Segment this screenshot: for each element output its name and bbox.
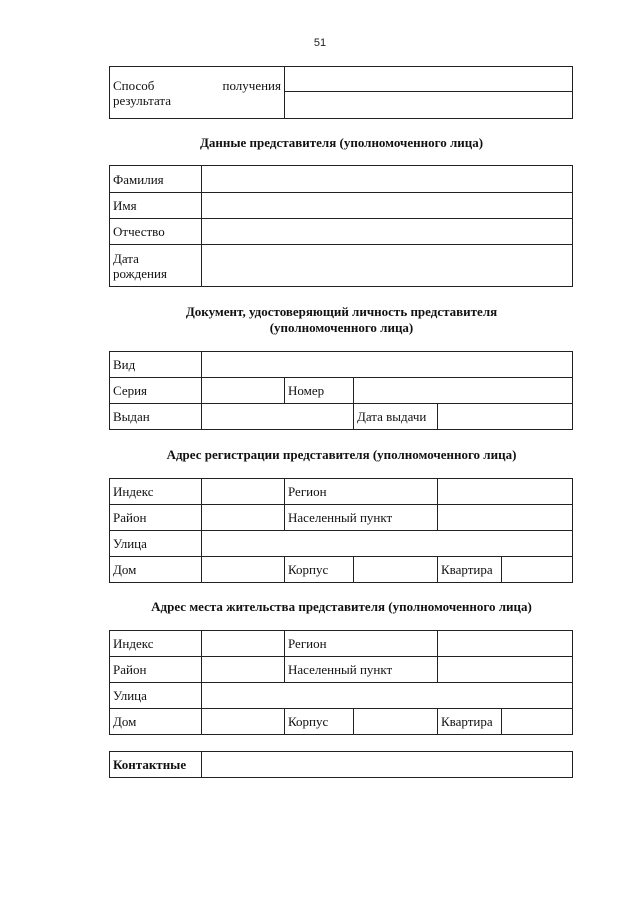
doc-series-label: Серия: [110, 378, 202, 404]
res-locality-field[interactable]: [438, 657, 573, 683]
doc-type-field[interactable]: [202, 352, 573, 378]
last-name-field[interactable]: [202, 166, 573, 193]
result-method-word-3: результата: [113, 92, 172, 108]
result-method-field-1[interactable]: [285, 67, 573, 92]
reg-street-label: Улица: [110, 531, 202, 557]
res-house-label: Дом: [110, 709, 202, 735]
res-locality-label: Населенный пункт: [285, 657, 438, 683]
res-street-field[interactable]: [202, 683, 573, 709]
doc-series-field[interactable]: [202, 378, 285, 404]
res-region-label: Регион: [285, 631, 438, 657]
patronymic-field[interactable]: [202, 219, 573, 245]
reg-house-label: Дом: [110, 557, 202, 583]
doc-issue-date-field[interactable]: [438, 404, 573, 430]
birth-date-label-line1: Дата: [113, 250, 139, 266]
reg-street-field[interactable]: [202, 531, 573, 557]
reg-index-field[interactable]: [202, 479, 285, 505]
doc-number-label: Номер: [285, 378, 354, 404]
contacts-table: [109, 751, 573, 778]
registration-address-table: [109, 478, 573, 583]
representative-table: [109, 165, 573, 287]
reg-locality-label: Населенный пункт: [285, 505, 438, 531]
first-name-field[interactable]: [202, 193, 573, 219]
reg-apartment-field[interactable]: [502, 557, 573, 583]
doc-issue-date-label: Дата выдачи: [354, 404, 438, 430]
result-method-word-1: Способ: [113, 77, 155, 93]
id-document-table: [109, 351, 573, 430]
res-region-field[interactable]: [438, 631, 573, 657]
result-method-table: [109, 66, 573, 119]
birth-date-label: [110, 245, 202, 287]
residence-address-table: [109, 630, 573, 735]
res-index-field[interactable]: [202, 631, 285, 657]
reg-district-label: Район: [110, 505, 202, 531]
res-district-label: Район: [110, 657, 202, 683]
result-method-field-2[interactable]: [285, 92, 573, 119]
birth-date-label-line2: рождения: [113, 265, 167, 281]
contacts-field[interactable]: [202, 752, 573, 778]
reg-region-label: Регион: [285, 479, 438, 505]
reg-apartment-label: Квартира: [438, 557, 502, 583]
res-apartment-field[interactable]: [502, 709, 573, 735]
doc-issued-by-label: Выдан: [110, 404, 202, 430]
contacts-label: Контактные: [110, 752, 202, 778]
res-apartment-label: Квартира: [438, 709, 502, 735]
res-building-label: Корпус: [285, 709, 354, 735]
page-number: 51: [313, 37, 327, 49]
doc-type-label: Вид: [110, 352, 202, 378]
representative-heading: Данные представителя (уполномоченного лица): [199, 135, 484, 150]
res-index-label: Индекс: [110, 631, 202, 657]
patronymic-label: Отчество: [110, 219, 202, 245]
id-document-heading-line1: Документ, удостоверяющий личность представителя: [185, 304, 498, 319]
res-district-field[interactable]: [202, 657, 285, 683]
doc-number-field[interactable]: [354, 378, 573, 404]
reg-district-field[interactable]: [202, 505, 285, 531]
residence-address-heading: Адрес места жительства представителя (уполномоченного лица): [151, 599, 532, 614]
registration-address-heading: Адрес регистрации представителя (уполномоченного лица): [166, 447, 517, 462]
res-street-label: Улица: [110, 683, 202, 709]
reg-building-label: Корпус: [285, 557, 354, 583]
reg-locality-field[interactable]: [438, 505, 573, 531]
reg-building-field[interactable]: [354, 557, 438, 583]
result-method-label: [110, 67, 285, 119]
doc-issued-by-field[interactable]: [202, 404, 354, 430]
birth-date-field[interactable]: [202, 245, 573, 287]
res-house-field[interactable]: [202, 709, 285, 735]
last-name-label: Фамилия: [110, 166, 202, 193]
result-method-word-2: получения: [222, 77, 281, 93]
reg-house-field[interactable]: [202, 557, 285, 583]
id-document-heading-line2: (уполномоченного лица): [269, 320, 414, 335]
first-name-label: Имя: [110, 193, 202, 219]
id-document-heading: [110, 304, 573, 336]
reg-index-label: Индекс: [110, 479, 202, 505]
res-building-field[interactable]: [354, 709, 438, 735]
reg-region-field[interactable]: [438, 479, 573, 505]
